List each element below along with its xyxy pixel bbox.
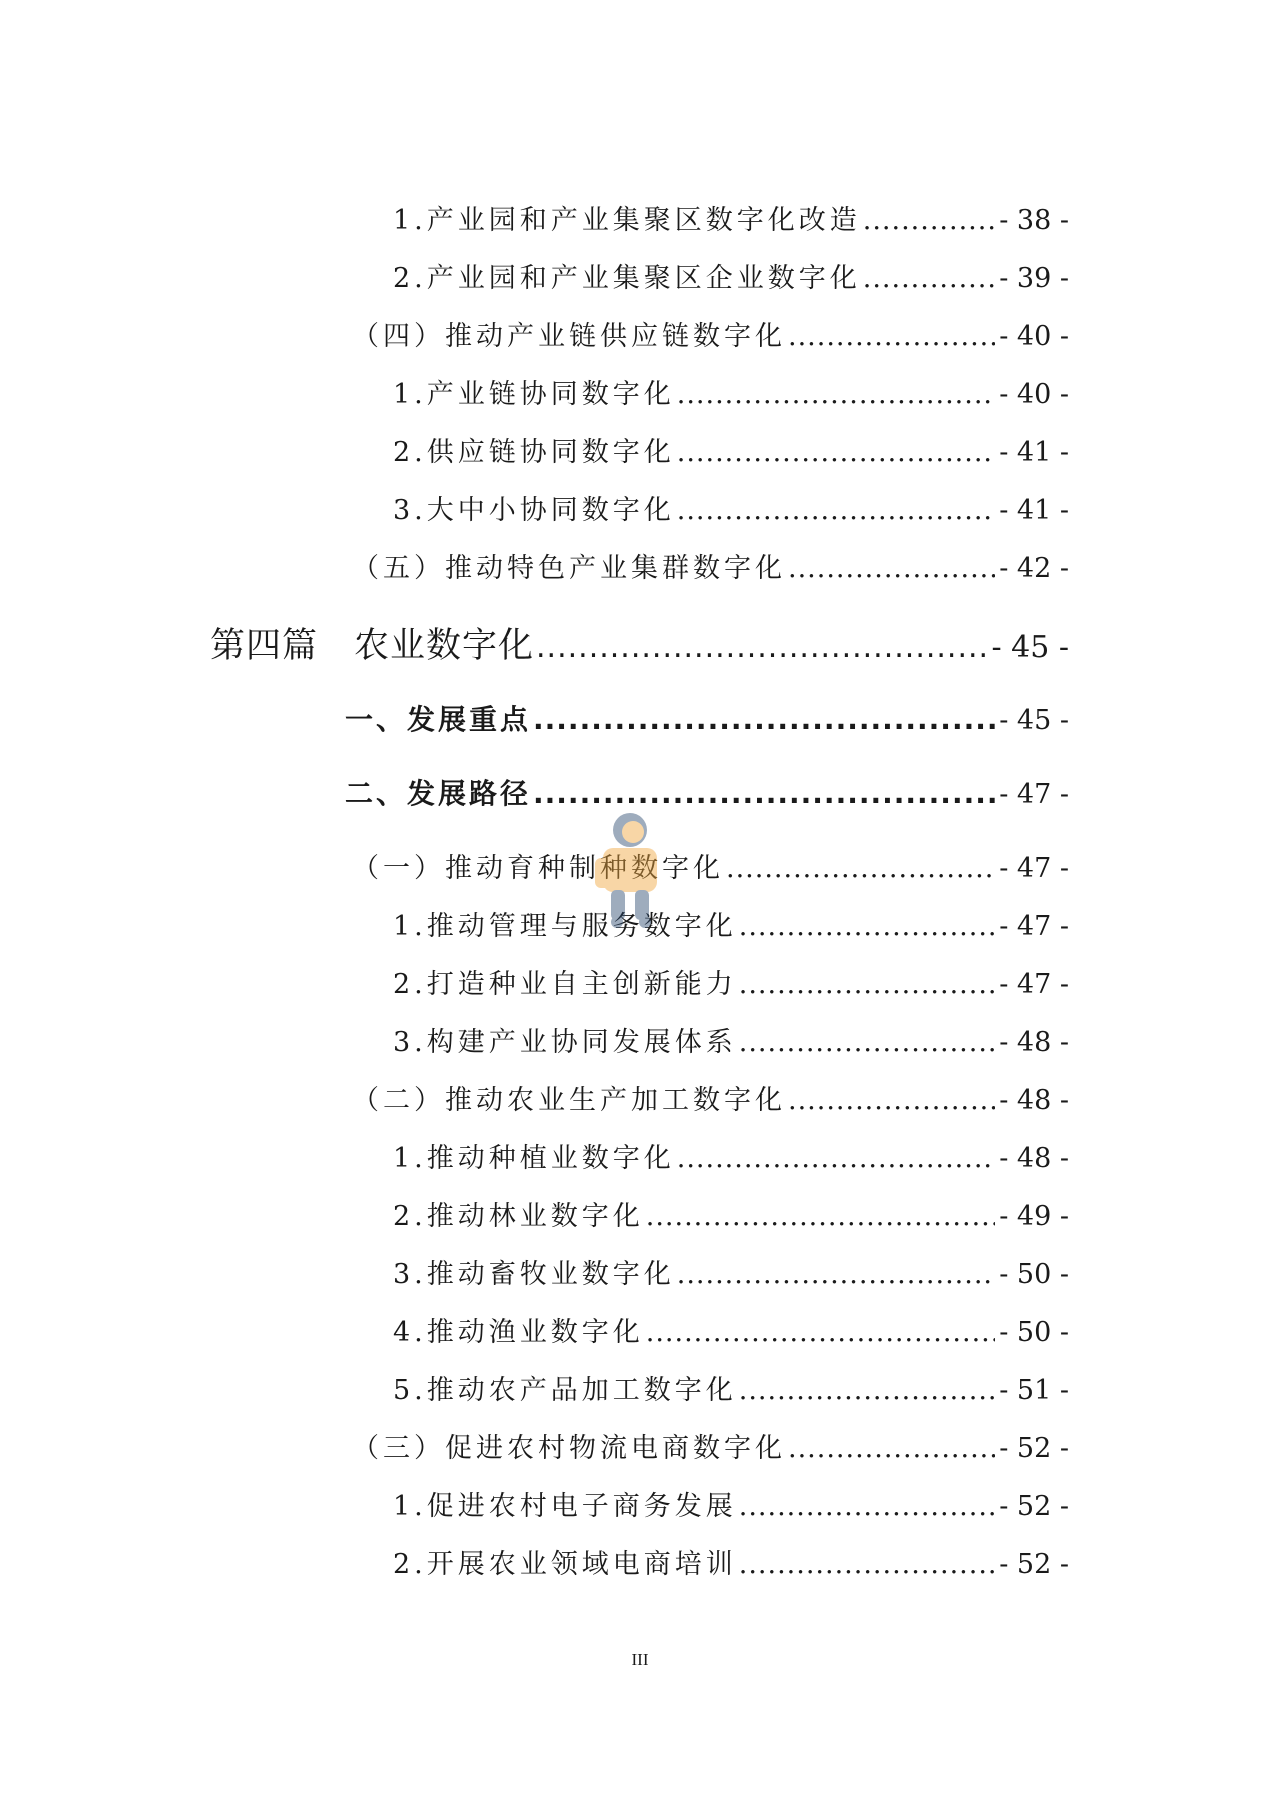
toc-entry[interactable] (393, 1368, 1069, 1407)
toc-entry-page: - 50 - (999, 1317, 1069, 1348)
toc-entry[interactable] (393, 1542, 1069, 1581)
toc-entry-page: - 47 - (999, 969, 1069, 1000)
toc-entry-title: 3.推动畜牧业数字化 (393, 1259, 675, 1290)
toc-part-heading[interactable] (210, 618, 1069, 668)
toc-leader-dots (677, 495, 995, 526)
toc-entry-title: 二、发展路径 (345, 777, 532, 810)
toc-leader-dots (739, 1491, 995, 1522)
toc-leader-dots (739, 911, 995, 942)
toc-entry[interactable] (352, 314, 1069, 353)
toc-entry-page: - 47 - (999, 779, 1069, 810)
toc-entry-page: - 42 - (999, 553, 1069, 584)
toc-entry-page: - 51 - (999, 1375, 1069, 1406)
toc-entry-page: - 45 - (991, 630, 1069, 665)
toc-leader-dots (739, 1375, 995, 1406)
toc-entry-title: （三）促进农村物流电商数字化 (352, 1433, 786, 1464)
toc-entry-title: 第四篇 农业数字化 (210, 626, 535, 666)
toc-leader-dots (788, 553, 995, 584)
toc-entry[interactable] (393, 198, 1069, 237)
toc-leader-dots (536, 630, 987, 665)
toc-leader-dots (533, 703, 995, 736)
toc-entry-title: 2.供应链协同数字化 (393, 437, 675, 468)
toc-leader-dots (739, 1549, 995, 1580)
toc-leader-dots (677, 1259, 995, 1290)
toc-entry-title: 2.产业园和产业集聚区企业数字化 (393, 263, 861, 294)
toc-leader-dots (863, 205, 995, 236)
toc-entry[interactable] (393, 1020, 1069, 1059)
toc-leader-dots (863, 263, 995, 294)
toc-entry-title: 1.推动管理与服务数字化 (393, 911, 737, 942)
toc-entry-page: - 52 - (999, 1433, 1069, 1464)
toc-entry-title: （五）推动特色产业集群数字化 (352, 553, 786, 584)
toc-entry[interactable] (393, 256, 1069, 295)
toc-entry[interactable] (352, 846, 1069, 885)
toc-leader-dots (739, 969, 995, 1000)
toc-entry-page: - 41 - (999, 495, 1069, 526)
toc-entry[interactable] (393, 372, 1069, 411)
toc-entry-page: - 48 - (999, 1143, 1069, 1174)
toc-entry[interactable] (393, 1194, 1069, 1233)
toc-entry-title: （二）推动农业生产加工数字化 (352, 1085, 786, 1116)
toc-entry-page: - 45 - (999, 705, 1069, 736)
toc-entry[interactable] (393, 962, 1069, 1001)
toc-entry-title: （四）推动产业链供应链数字化 (352, 321, 786, 352)
toc-entry-title: 1.促进农村电子商务发展 (393, 1491, 737, 1522)
toc-entry[interactable] (352, 546, 1069, 585)
toc-entry-page: - 50 - (999, 1259, 1069, 1290)
toc-entry[interactable] (393, 488, 1069, 527)
toc-entry[interactable] (352, 1426, 1069, 1465)
toc-entry-page: - 39 - (999, 263, 1069, 294)
toc-entry-title: 1.产业园和产业集聚区数字化改造 (393, 205, 861, 236)
toc-entry-title: （一）推动育种制种数字化 (352, 853, 724, 884)
toc-section-heading[interactable] (345, 698, 1069, 738)
toc-entry-title: 5.推动农产品加工数字化 (393, 1375, 737, 1406)
toc-entry-page: - 52 - (999, 1549, 1069, 1580)
toc-leader-dots (646, 1201, 995, 1232)
toc-entry[interactable] (393, 1136, 1069, 1175)
toc-leader-dots (788, 1433, 995, 1464)
toc-entry-title: 4.推动渔业数字化 (393, 1317, 644, 1348)
toc-entry-page: - 49 - (999, 1201, 1069, 1232)
toc-entry-page: - 47 - (999, 911, 1069, 942)
toc-entry-title: 3.大中小协同数字化 (393, 495, 675, 526)
toc-entry-title: 2.开展农业领域电商培训 (393, 1549, 737, 1580)
toc-section-heading[interactable] (345, 772, 1069, 812)
toc-leader-dots (726, 853, 995, 884)
toc-entry-page: - 40 - (999, 321, 1069, 352)
toc-entry-title: 一、发展重点 (345, 703, 532, 736)
page-number: III (631, 1650, 649, 1669)
toc-leader-dots (646, 1317, 995, 1348)
toc-entry-page: - 48 - (999, 1085, 1069, 1116)
toc-entry-page: - 41 - (999, 437, 1069, 468)
toc-entry-page: - 48 - (999, 1027, 1069, 1058)
toc-entry-page: - 52 - (999, 1491, 1069, 1522)
toc-entry-title: 2.打造种业自主创新能力 (393, 969, 737, 1000)
toc-leader-dots (788, 321, 995, 352)
toc-entry[interactable] (393, 430, 1069, 469)
toc-entry[interactable] (352, 1078, 1069, 1117)
toc-entry[interactable] (393, 904, 1069, 943)
toc-entry-title: 1.产业链协同数字化 (393, 379, 675, 410)
toc-entry-page: - 47 - (999, 853, 1069, 884)
toc-entry-title: 3.构建产业协同发展体系 (393, 1027, 737, 1058)
toc-entry[interactable] (393, 1310, 1069, 1349)
toc-entry[interactable] (393, 1252, 1069, 1291)
watermark-mascot-icon (565, 800, 685, 930)
toc-leader-dots (677, 1143, 995, 1174)
toc-leader-dots (788, 1085, 995, 1116)
toc-leader-dots (677, 437, 995, 468)
toc-entry-title: 1.推动种植业数字化 (393, 1143, 675, 1174)
toc-leader-dots (739, 1027, 995, 1058)
toc-entry-page: - 40 - (999, 379, 1069, 410)
toc-entry-title: 2.推动林业数字化 (393, 1201, 644, 1232)
toc-leader-dots (677, 379, 995, 410)
toc-entry-page: - 38 - (999, 205, 1069, 236)
toc-entry[interactable] (393, 1484, 1069, 1523)
